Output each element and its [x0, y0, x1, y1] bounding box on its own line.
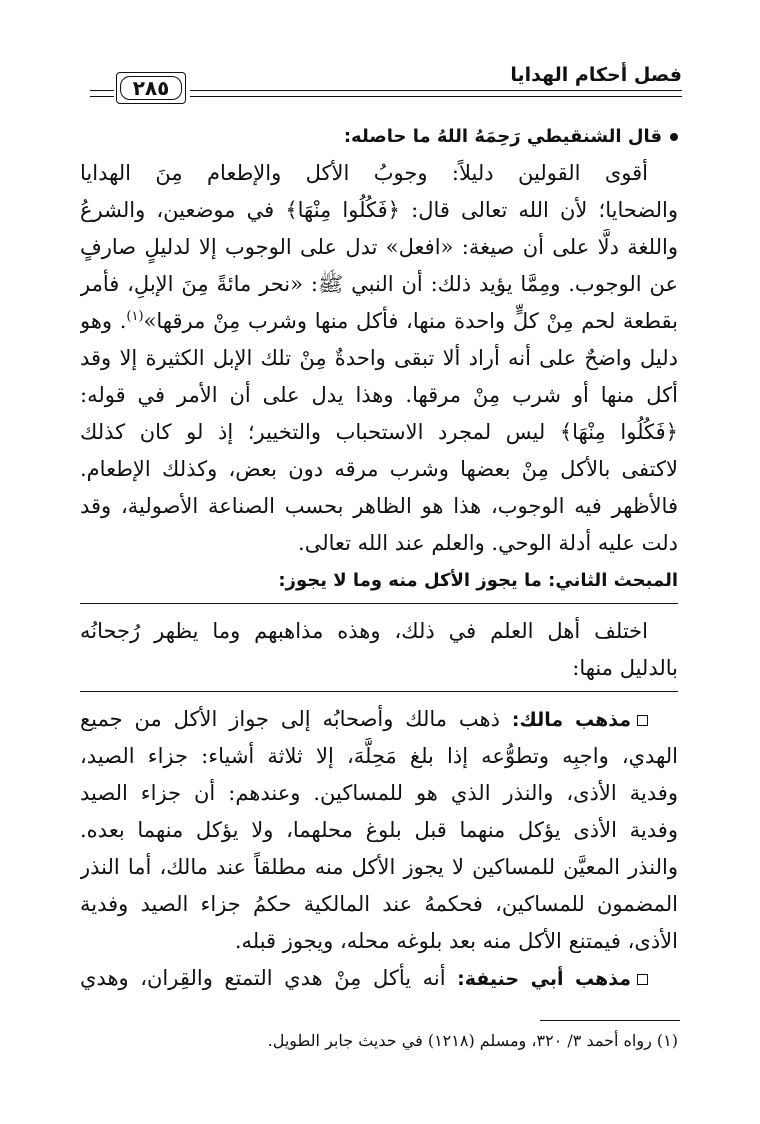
paragraph-line: بالدليل منها: — [572, 656, 678, 680]
paragraph-line: الهدي، واجبِه وتطوُّعه إذا بلغ مَحِلَّهَ، إلا ثلاثة أشياء: جزاء الصيد، — [80, 744, 678, 768]
paragraph-line: وفدية الأذى يؤكل منهما قبل بلوغ محلهما، ولا يؤكل منهما بعده. — [80, 818, 678, 842]
section-heading-second-topic: المبحث الثاني: ما يجوز الأكل منه وما لا يجوز: — [278, 570, 678, 591]
paragraph-line: والضحايا؛ لأن الله تعالى قال: ﴿فَكُلُوا مِنْهَا﴾ في موضعين، والشرعُ — [80, 198, 678, 222]
square-bullet-icon — [637, 715, 648, 726]
header-double-rule-left — [90, 90, 114, 97]
paragraph-line: فالأظهر فيه الوجوب، هذا هو الظاهر بحسب الصناعة الأصولية، وقد — [80, 494, 678, 518]
paragraph-line: دلت عليه أدلة الوحي. والعلم عند الله تعالى. — [298, 531, 678, 555]
paragraph-line: دليل واضحٌ على أنه أراد ألا تبقى واحدةٌ مِنْ تلك الإبل الكثيرة إلا وقد — [80, 346, 678, 370]
paragraph-line: وفدية الأذى، والنذر الذي هو للمساكين. وعندهم: أن جزاء الصيد — [80, 781, 678, 805]
paragraph-line: واللغة دلَّا على أن صيغة: «افعل» تدل على الوجوب إلا لدليلٍ صارفٍ — [80, 235, 678, 259]
bullet-icon — [670, 133, 678, 141]
paragraph-line: أقوى القولين دليلاً: وجوبُ الأكل والإطعام مِنَ الهدايا — [80, 161, 648, 185]
paragraph-line: عن الوجوب. ومِمَّا يؤيد ذلك: أن النبي ﷺ: «نحر مائةً مِنَ الإبلِ، فأمر — [80, 272, 678, 296]
section-heading-shanqiti: قال الشنقيطي رَحِمَهُ اللهُ ما حاصله: — [80, 118, 678, 155]
paragraph-line-with-footnote: بقطعة لحم مِنْ كلٍّ واحدة منها، فأكل منها وشرب مِنْ مرقها»$^{(١)}$. وهو — [80, 309, 678, 333]
paragraph-line: لاكتفى بالأكل مِنْ بعضها وشرب مرقه دون بعض، وكذلك الإطعام. — [80, 457, 678, 481]
page-body — [80, 118, 678, 997]
page-number: ٢٨٥ — [120, 76, 182, 100]
page-number-frame — [116, 72, 186, 104]
heading-underline — [80, 603, 678, 605]
maliki-label: مذهب مالك: — [511, 709, 631, 731]
footnote: (١) رواه أحمد ٣/ ٣٢٠، ومسلم (١٢١٨) في حديث جابر الطويل. — [267, 1031, 678, 1050]
section-separator — [80, 691, 678, 693]
hanafi-first-line: مذهب أبي حنيفة: أنه يأكل مِنْ هدي التمتع والقِران، وهدي — [80, 960, 678, 997]
footnote-marker: (١) — [126, 309, 144, 324]
paragraph-line: ﴿فَكُلُوا مِنْهَا﴾ ليس لمجرد الاستحباب والتخيير؛ إذ لو كان كذلك — [80, 420, 678, 444]
chapter-title: فصل أحكام الهدايا — [510, 64, 682, 86]
maliki-first-line: مذهب مالك: ذهب مالك وأصحابُه إلى جواز الأكل من جميع — [80, 701, 678, 738]
paragraph-line: اختلف أهل العلم في ذلك، وهذه مذاهبهم وما يظهر رُجحانُه — [80, 619, 648, 643]
hanafi-label: مذهب أبي حنيفة: — [457, 968, 631, 990]
header-double-rule — [190, 90, 682, 97]
page-header — [90, 62, 682, 108]
paragraph-line: والنذر المعيَّن للمساكين لا يجوز الأكل منه مطلقاً عند مالك، أما النذر — [80, 855, 678, 879]
paragraph-line: الأذى، فيمتنع الأكل منه بعد بلوغه محله، ويجوز قبله. — [234, 929, 678, 953]
paragraph-line: أكل منها أو شرب مِنْ مرقها. وهذا يدل على أن الأمر في قوله: — [80, 383, 678, 407]
footnote-rule — [540, 1020, 680, 1021]
paragraph-line: المضمون للمساكين، فحكمهُ عند المالكية حكمُ جزاء الصيد وفدية — [80, 892, 678, 916]
square-bullet-icon — [637, 974, 648, 985]
